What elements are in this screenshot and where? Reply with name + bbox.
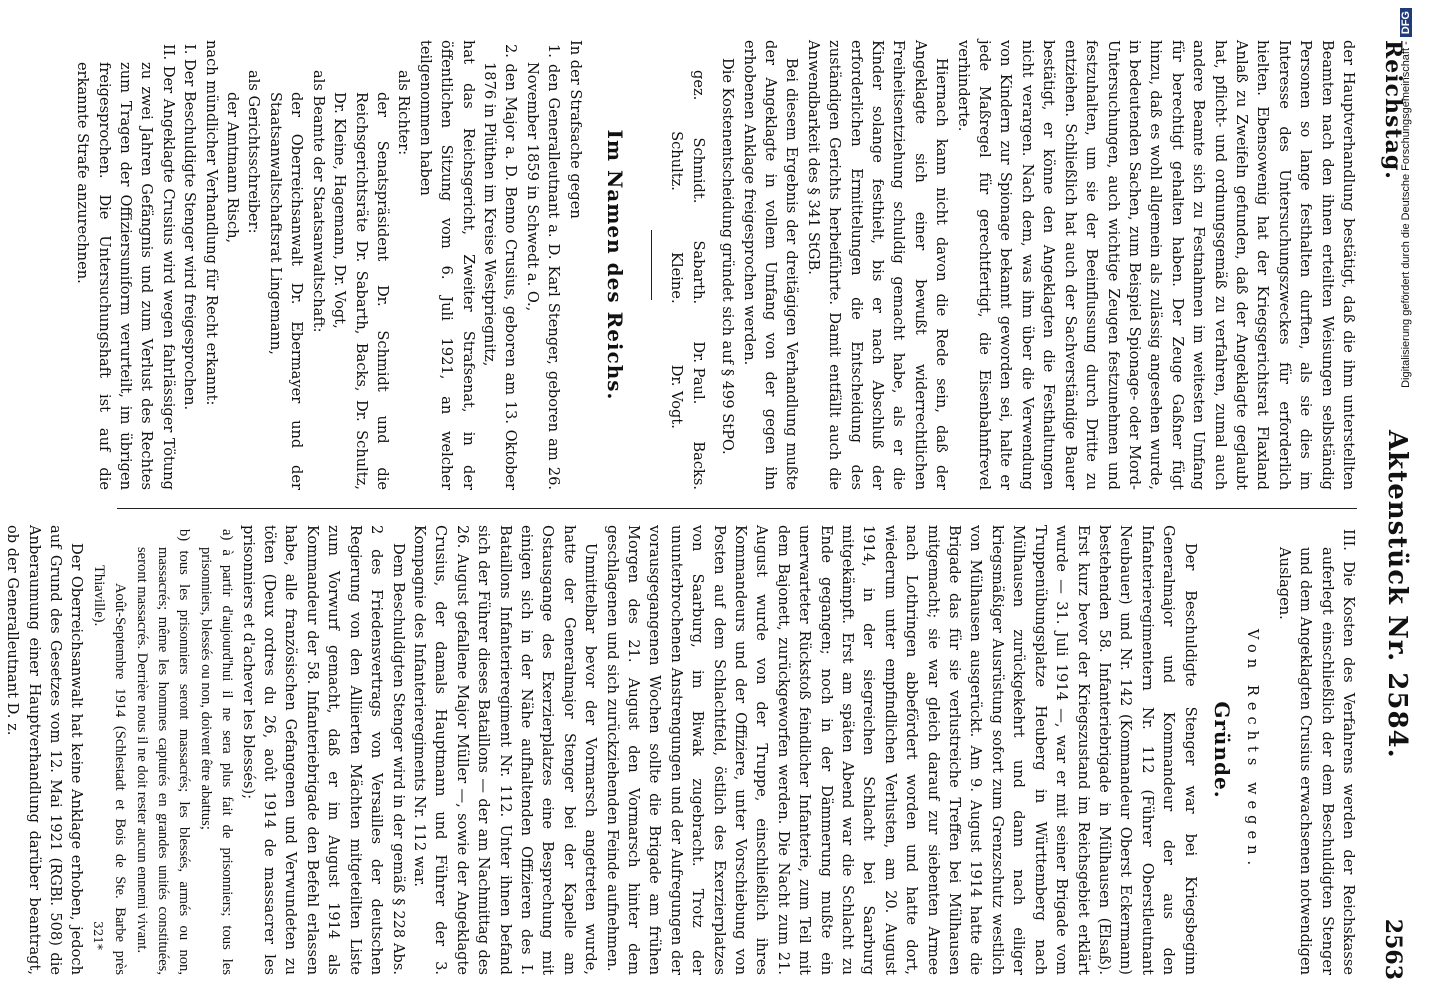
clerk-label: als Gerichtsschreiber: xyxy=(245,70,263,234)
funding-text: Digitalisierung gefördert durch die Deutsche Forschungsgemeinschaft - xyxy=(1400,41,1412,388)
section-heading: Im Namen des Reichs. xyxy=(603,129,627,401)
clerk-name: der Amtmann Risch, xyxy=(224,92,242,244)
funding-stamp-text xyxy=(1400,8,1424,908)
paragraph: Der Beschuldigte Stenger war bei Kriegsbeginn Generalmajor und Kommandeur der aus den Infanterieregimentern Nr. 112 (Führer Oberstleutnant Neubauer) und Nr. 142 (Kommandeur Oberst Eckermann) bestehenden 58. Infanteriebrigade in Mülhausen (Elsaß). Erst kurz bevor der Kriegszustand im Reichsgebiet erklärt wurde — 31. Juli 1914 —, war er mit seiner Brigade vom Truppenübungsplatze Heuberg in Württemberg nach Mülhausen zurückgekehrt und dann nach eiliger kriegsmäßiger Ausrüstung sofort zum Grenzschutz westlich von Mülhausen ausgerückt. Am 9. August 1914 hatte die Brigade das für sie verlustreiche Treffen bei Mülhausen mitgemacht; sie war gleich darauf zur siebenten Armee nach Lothringen abbefördert worden und hatte dort, wiederum unter empfindlichen Verlusten, am 20. August 1914, in der siegreichen Schlacht bei Saarburg mitgekämpft. Erst am späten Abend war die Schlacht zu Ende gegangen; noch in der Dämmerung mußte ein unerwarteter Rückstoß feindlicher Infanterie, zum Teil mit dem Bajonett, zurückgeworfen werden. Die Nacht zum 21. August wurde von der Truppe, einschließlich ihres Kommandeurs und der Offiziere, unter Vorschiebung von Posten auf dem Schlachtfeld, östlich des Exerzierplatzes von Saarburg, im Biwak zugebracht. Trotz der ununterbrochenen Anstrengungen und der Aufregungen der vorausgegangenen Wochen sollte die Brigade am frühen Morgen des 21. August den Vormarsch hinter dem geschlagenen und sich zurückziehenden Feinde aufnehmen. xyxy=(603,525,1199,975)
signature-name: Kleine. xyxy=(668,252,686,304)
defendant-item: 2. den Major a. D. Benno Crusius, geboren am 13. Oktober 1876 in Plüthen im Kreise Westpriegnitz, xyxy=(480,44,520,490)
cost-clause: III. Die Kosten des Verfahrens werden der Reichskasse auferlegt einschließlich der dem Beschuldigten Stenger und dem Angeklagten Crusius erwachsenen notwendigen Auslagen. xyxy=(1275,529,1357,975)
paragraph: Unmittelbar bevor der Vormarsch angetreten wurde, hatte der Generalmajor Stenger bei der Kapelle am Ostausgange des Exerzierplatzes eine Besprechung mit einigen sich in der Nähe aufhaltenden Offizieren des I. Bataillons Infanterieregiment Nr. 112. Unter ihnen befand sich der Führer dieses Bataillons — der am Nachmittag des 26. August gefallene Major Müller —, sowie der Angeklagte Crusius, der damals Hauptmann und Führer der 3. Kompagnie des Infanterieregiments Nr. 112 war. xyxy=(410,525,600,975)
judges-list: der Senatspräsident Dr. Schmidt und die Reichsgerichtsräte Dr. Sabarth, Backs, Dr. Schultz, Dr. Kleine, Hagemann, Dr. Vogt, xyxy=(331,92,391,490)
section-heading: Gründe. xyxy=(1209,701,1234,799)
signature-name: Schultz. xyxy=(668,131,686,191)
signature-name: Backs. xyxy=(689,441,707,490)
signature-name: Schmidt. xyxy=(689,137,707,204)
signature-block xyxy=(666,40,709,490)
judges-label: als Richter: xyxy=(395,70,413,156)
left-column xyxy=(72,40,1359,490)
signature-name: Dr. Vogt. xyxy=(668,364,686,429)
signature-row xyxy=(666,40,687,490)
page-content xyxy=(4,30,1412,990)
court-statement: hat das Reichsgericht, Zweiter Strafsenat, in der öffentlichen Sitzung vom 6. Juli 1921, an welcher teilgenommen haben xyxy=(416,40,477,490)
by-law-line: Von Rechts wegen. xyxy=(1244,628,1262,872)
verdict-item: II. Der Angeklagte Crusius wird wegen fahrlässiger Tötung zu zwei Jahren Gefängnis und zum Verlust des Rechtes zum Tragen der Offiziersuniform verurteilt, im übrigen freigesprochen. Die Untersuchungshaft ist auf die erkannte Strafe anzurechnen. xyxy=(74,44,177,490)
paragraph: der Hauptverhandlung bestätigt, daß die ihm unterstellten Beamten nach den ihnen erteilten Weisungen selbständig Personen so lange festhalten durften, als sie dies im Interesse des Untersuchungszweckes für erforderlich hielten. Ebensowenig hat der Kriegsgerichtsrat Flaxland Anlaß zu Zweifeln gefunden, daß der Angeklagte geglaubt hat, pflicht- und ordnungsgemäß zu verfahren, zumal auch andere Beamte sich zu Festnahmen im weitesten Umfang für berechtigt gehalten haben. Der Zeuge Gaßner fügt hinzu, daß es wohl allgemein als zulässig angesehen wurde, in bedeutenden Sachen, zum Beispiel Spionage- oder Mord-Untersuchungen, auch wichtige Zeugen festzunehmen und festzuhalten, um sie der Beeinflussung durch Dritte zu entziehen. Schließlich hat auch der Sachverständige Bauer bestätigt, er könne den Angeklagten die Festhaltungen nicht verargen. Nach dem, was ihm über die Verwendung von Kindern zur Spionage bekannt geworden sei, halte er jede Maßregel für gerechtfertigt, die Eisenbahnfrevel verhinderte. xyxy=(954,40,1357,490)
paragraph: Bei diesem Ergebnis der dreitägigen Verhandlung mußte der Angeklagte in vollem Umfang von der gegen ihn erhobenen Anklage freigesprochen werden. xyxy=(740,40,801,490)
prosecutors-list: der Oberreichsanwalt Dr. Ebermayer und der Staatsanwaltschaftsrat Lingemann, xyxy=(266,92,306,490)
prosecutors-label: als Beamte der Staatsanwaltschaft: xyxy=(309,70,327,333)
french-item: a) à partir d'aujourd'hui il ne sera plus fait de prisonniers; tous les prisonniers, blessés ou non, doivent être abattus; xyxy=(197,529,236,975)
right-column xyxy=(2,525,1359,975)
dfg-logo: DFG xyxy=(1400,8,1412,37)
running-head-title: Aktenstück Nr. 2584. xyxy=(1382,430,1412,759)
verdict-item: I. Der Beschuldigte Stenger wird freigesprochen. xyxy=(181,44,199,411)
column-rule xyxy=(117,508,1357,509)
signature-prefix: gez. xyxy=(689,70,707,101)
page-number: 2563 xyxy=(1380,918,1406,980)
section-divider xyxy=(651,230,652,300)
paragraph: Die Kostenentscheidung gründet sich auf § 499 StPO. xyxy=(719,58,737,455)
signature-name: Dr. Paul. xyxy=(689,341,707,405)
defendant-item: 1. den Generalleutnant a. D. Karl Stenger, geboren am 26. November 1859 in Schwedt a. O., xyxy=(523,44,563,490)
signature-name: Sabarth. xyxy=(689,240,707,305)
signature-row xyxy=(687,40,708,490)
paragraph: Hiernach kann nicht davon die Rede sein, daß der Angeklagte sich einer bewußt widerrechtlichen Freiheitsentziehung schuldig gemacht habe, als er die Kinder solange festhielt, bis er nach Abschluß der erforderlichen Ermittelungen die Entscheidung des zuständigen Gerichts herbeiführte. Damit entfällt auch die Anwendbarkeit des § 341 StGB. xyxy=(804,40,951,490)
running-head-left: Reichstag. xyxy=(1380,40,1406,180)
case-intro: In der Strafsache gegen xyxy=(566,40,584,219)
sheet-signature: 321* xyxy=(91,921,106,950)
french-source: Août-Septembre 1914 (Schlestadt et Bois de Ste. Barbe près Thiaville). xyxy=(90,565,129,975)
verdict-intro: nach mündlicher Verhandlung für Recht erkannt: xyxy=(202,40,220,406)
french-item: b) tous les prisonniers seront massacrés; les blessés, armés ou non, massacrés; même les hommes capturés en grandes unités constituées, seront massacrés. Derrière nous il ne doit rester aucun ennemi vivant. xyxy=(133,529,193,975)
funding-stamp xyxy=(1400,8,1424,908)
paragraph: Dem Beschuldigten Stenger wird in der gemäß § 228 Abs. 2 des Friedensvertrags von Versailles der deutschen Regierung von den Alliierten Mächten mitgeteilten Liste zum Vorwurf gemacht, daß er im August 1914 als Kommandeur der 58. Infanteriebrigade den Befehl erlassen habe, alle französischen Gefangenen und Verwundeten zu töten (Deux ordres du 26, août 1914 de massacrer les prisonniers et d'achever les blessés); xyxy=(239,525,407,975)
paragraph: Der Oberreichsanwalt hat keine Anklage erhoben, jedoch auf Grund des Gesetzes vom 12. Mai 1921 (RGBl. 508) die Anberaumung einer Hauptverhandlung darüber beantragt, ob der Generalleutnant D. z. xyxy=(4,525,86,975)
